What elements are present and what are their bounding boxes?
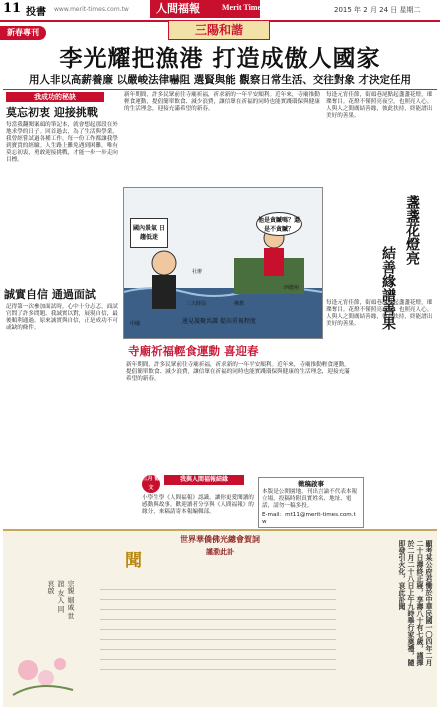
obituary-family-list: 宗親 姻戚 世誼 友人 同 哀啟 xyxy=(47,580,75,620)
promo-title: 我與人間福報結緣 xyxy=(164,475,244,485)
flower-decoration xyxy=(8,640,78,700)
right-article-body xyxy=(326,92,436,190)
temple-article-heading: 寺廟祈福輕食運動 喜迎春 xyxy=(128,344,259,358)
main-headline: 李光耀把漁港 打造成傲人國家 xyxy=(59,45,381,72)
paragraph: 小學生學《人間福報》認識，讓你更愛閱讀的感動與故事。歡迎讀者分享與《人間福報》的緣分，來稿請寄本報編輯部。 xyxy=(142,495,254,515)
main-article-body xyxy=(124,92,324,184)
cartoon-label: 中國 xyxy=(130,321,141,327)
paragraph: 每逢元宵佳節，街頭巷尾點起盞盞花燈，璀璨奪目。花燈不僅照亮夜空，也照亮人心。人與人之間廣結善緣，彼此扶持，終能譜出美好的善果。 xyxy=(326,92,433,119)
cartoon-label: 社辦 xyxy=(192,269,203,275)
obituary-banner-title: 世界華僑佛光總會賀詞 xyxy=(180,534,260,544)
new-year-banner: 三陽和諧 xyxy=(168,20,270,40)
obituary-decor-character: 聞 xyxy=(125,551,142,571)
obituary-notice: 顯考某公府君慟於中華民國一〇四年二月二十日壽終正寢，享壽八十有七歲，謹擇於二月二十八日上午九時舉行家奠禮，隨即發引火化，哀此訃聞 xyxy=(398,540,434,666)
newspaper-logo-en: Merit Times xyxy=(222,3,265,12)
site-url[interactable]: www.merit-times.com.tw xyxy=(54,6,129,13)
paragraph: 本版是公開園地，刊出言論不代表本報立場。投稿時附真實姓名、地址、電話，請勿一稿多投。 xyxy=(262,489,358,509)
issue-date: 2015 年 2 月 24 日 星期二 xyxy=(334,6,421,14)
speech-bubble-left: 國內景氣 日趨低迷 xyxy=(130,218,168,248)
lantern-article-subheading: 結善緣譜善果 xyxy=(380,246,396,330)
paragraph: 新年期間，許多民眾前往寺廟祈福，祈求新的一年平安順利。近年來，寺廟推動輕食運動，提倡簡單飲食、減少浪費，讓信眾在祈福的同時也能實踐環保與健康的生活理念，迎接充滿希望的新春。 xyxy=(126,362,350,382)
temple-article-body xyxy=(126,362,352,472)
promo-body xyxy=(142,495,254,525)
article-body-interview xyxy=(6,304,120,524)
article-body-challenge xyxy=(6,122,120,282)
newspaper-logo: 人間福報 xyxy=(150,0,260,18)
submission-email[interactable]: E-mail：mt11@merit-times.com.tw xyxy=(262,512,356,525)
cartoon-label: 西德州 xyxy=(284,285,300,291)
editorial-cartoon xyxy=(123,187,323,339)
submission-notice xyxy=(258,477,364,528)
submission-title: 徵稿啟事 xyxy=(298,480,324,488)
section-tag: 新春專刊 xyxy=(0,26,46,40)
cartoon-label: 佛教 xyxy=(234,301,245,307)
paragraph: 每逢元宵佳節，街頭巷尾點起盞盞花燈，璀璨奪目。花燈不僅照亮夜空，也照亮人心。人與人之間廣結善緣，彼此扶持，終能譜出美好的善果。 xyxy=(326,300,433,327)
paragraph: 每當我翻閱案頭的筆記本，就會想起那段在外地求學的日子。回首過去，為了生活與學業，我曾經嘗試過各種工作，每一份工作都讓我學到寶貴的經驗。人生路上難免遇到困難，唯有莫忘初衷，勇敢迎接挑戰，才能一步一步走向目標。 xyxy=(6,122,118,163)
main-subhead: 用人非以高薪養廉 以嚴峻法律嚇阻 選賢與能 觀察日常生活、交往對象 才決定任用 xyxy=(28,74,412,86)
paragraph: 新年期間，許多民眾前往寺廟祈福，祈求新的一年平安順利。近年來，寺廟推動輕食運動，提倡簡單飲食、減少浪費，讓信眾在祈福的同時也能實踐環保與健康的生活理念，迎接充滿希望的新春。 xyxy=(124,92,320,112)
section-name: 投書 xyxy=(26,7,46,18)
cartoon-label: 三大時局 xyxy=(186,301,207,307)
speech-bubble-right: 他是貪贓嗎？還是不貪贓？ xyxy=(256,212,302,236)
promo-badge: 三月 徵文 xyxy=(142,476,160,491)
obituary-name-lines xyxy=(100,580,336,685)
divider xyxy=(3,89,437,90)
article-heading-interview: 誠實自信 通過面試 xyxy=(4,288,96,301)
cartoon-caption: 遠見凝聚共識 提高重視程度 xyxy=(182,318,256,325)
obituary-subtitle: 謹泐此訃 xyxy=(206,547,234,556)
column-label: 我成功的秘訣 xyxy=(6,92,104,102)
page-number: 11 xyxy=(3,1,22,16)
article-heading-challenge: 莫忘初衷 迎接挑戰 xyxy=(6,106,98,119)
lantern-article-heading: 盞盞花燈亮 xyxy=(404,195,420,265)
submission-body xyxy=(259,489,363,525)
paragraph: 記得第一次參加面試時，心中十分忐忑。面試官問了許多問題，我誠實以對，展現自信，最後順利通過。原來誠實與自信，正是成功不可或缺的條件。 xyxy=(6,304,118,331)
